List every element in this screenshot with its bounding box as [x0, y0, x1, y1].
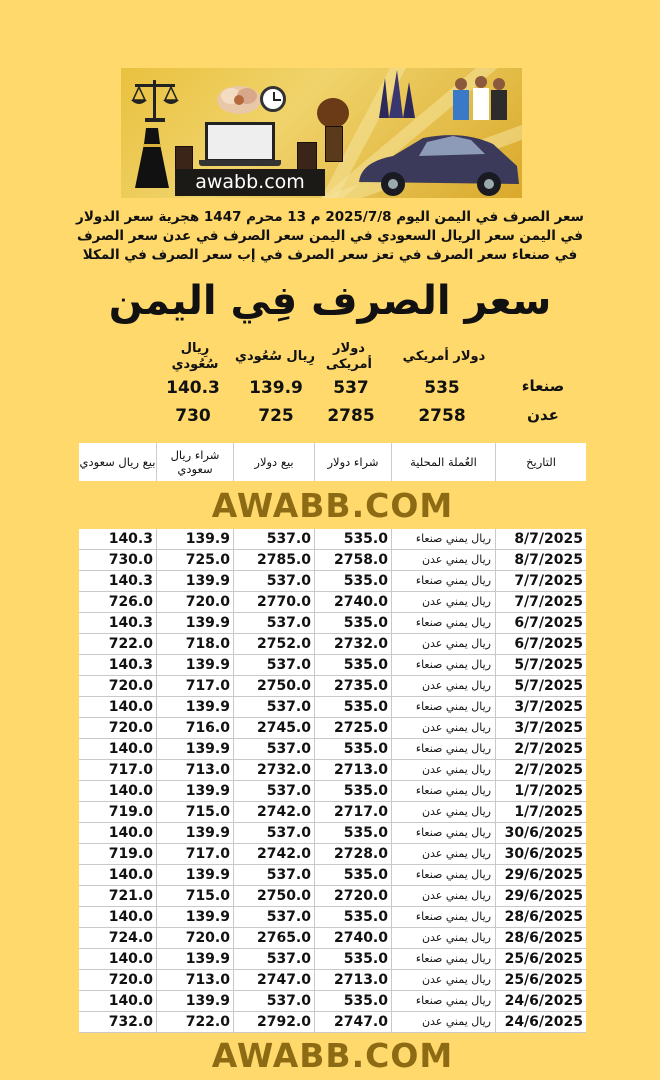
cell-currency: ريال يمني عدن — [392, 760, 496, 780]
cell-sar-sell: 140.0 — [79, 697, 157, 717]
cell-sar-buy: 715.0 — [157, 886, 234, 906]
cell-date: 29/6/2025 — [504, 867, 583, 883]
cell-sar-sell: 724.0 — [79, 928, 157, 948]
cell-usd-buy: 2735.0 — [315, 676, 392, 696]
cell-usd-buy: 535.0 — [315, 613, 392, 633]
cell-sar-sell: 140.3 — [79, 571, 157, 591]
dress-icon — [133, 126, 171, 192]
building-icon — [371, 68, 421, 120]
cell-currency: ريال يمني صنعاء — [392, 865, 496, 885]
cell-date: 8/7/2025 — [514, 531, 583, 547]
column-header-currency: العُملة المحلية — [392, 443, 496, 481]
cell-date: 5/7/2025 — [514, 657, 583, 673]
cell-usd-buy: 535.0 — [315, 571, 392, 591]
cell-usd-sell: 2752.0 — [234, 634, 315, 654]
cell-usd-sell: 537.0 — [234, 949, 315, 969]
table-row — [79, 718, 586, 739]
cell-usd-buy: 535.0 — [315, 697, 392, 717]
cell-date: 6/7/2025 — [514, 615, 583, 631]
cell-date: 29/6/2025 — [504, 888, 583, 904]
cell-usd-buy: 535.0 — [315, 529, 392, 549]
banner-image — [121, 68, 522, 198]
cell-date: 8/7/2025 — [514, 552, 583, 568]
cell-date: 30/6/2025 — [504, 846, 583, 862]
summary-header-sar-sell: رِيال سُعُودي — [171, 341, 219, 372]
cell-sar-buy: 722.0 — [157, 1012, 234, 1032]
cell-usd-sell: 537.0 — [234, 655, 315, 675]
cell-date: 24/6/2025 — [504, 993, 583, 1009]
cell-sar-buy: 717.0 — [157, 844, 234, 864]
table-row — [79, 802, 586, 823]
cell-sar-buy: 717.0 — [157, 676, 234, 696]
cell-date: 2/7/2025 — [514, 762, 583, 778]
cell-usd-buy: 2717.0 — [315, 802, 392, 822]
cell-sar-sell: 140.0 — [79, 739, 157, 759]
summary-value: 139.9 — [249, 378, 303, 398]
cell-usd-sell: 537.0 — [234, 865, 315, 885]
cell-usd-sell: 2742.0 — [234, 844, 315, 864]
cell-sar-sell: 717.0 — [79, 760, 157, 780]
table-row — [79, 739, 586, 760]
cell-sar-sell: 140.0 — [79, 865, 157, 885]
cell-sar-buy: 139.9 — [157, 949, 234, 969]
column-header-sar-sell: بيع ريال سعودي — [79, 443, 157, 481]
cell-sar-buy: 139.9 — [157, 697, 234, 717]
cell-currency: ريال يمني صنعاء — [392, 823, 496, 843]
summary-header-usd-buy: دولار أمريكي — [402, 349, 486, 364]
cell-usd-buy: 535.0 — [315, 823, 392, 843]
table-row — [79, 844, 586, 865]
cell-currency: ريال يمني عدن — [392, 886, 496, 906]
cell-sar-buy: 713.0 — [157, 970, 234, 990]
cell-sar-sell: 140.3 — [79, 613, 157, 633]
cell-currency: ريال يمني صنعاء — [392, 571, 496, 591]
cell-usd-sell: 537.0 — [234, 907, 315, 927]
summary-value: 2758 — [418, 406, 466, 426]
cell-currency: ريال يمني عدن — [392, 718, 496, 738]
cell-sar-sell: 140.3 — [79, 529, 157, 549]
table-row — [79, 886, 586, 907]
cell-date: 6/7/2025 — [514, 636, 583, 652]
cell-sar-buy: 139.9 — [157, 865, 234, 885]
cell-usd-buy: 2720.0 — [315, 886, 392, 906]
table-row — [79, 571, 586, 592]
cell-date: 30/6/2025 — [504, 825, 583, 841]
cell-usd-sell: 537.0 — [234, 571, 315, 591]
cell-currency: ريال يمني عدن — [392, 802, 496, 822]
cell-usd-buy: 2740.0 — [315, 928, 392, 948]
cell-sar-buy: 139.9 — [157, 529, 234, 549]
cell-sar-sell: 140.0 — [79, 781, 157, 801]
car-icon — [353, 126, 521, 198]
cell-sar-sell: 140.3 — [79, 655, 157, 675]
summary-header-sar-buy: رِيال سُعُودي — [235, 349, 315, 364]
speaker-right — [297, 142, 317, 170]
table-row — [79, 760, 586, 781]
table-row — [79, 949, 586, 970]
cell-usd-sell: 2742.0 — [234, 802, 315, 822]
cell-currency: ريال يمني صنعاء — [392, 949, 496, 969]
cell-sar-sell: 722.0 — [79, 634, 157, 654]
cell-sar-buy: 720.0 — [157, 592, 234, 612]
cell-usd-sell: 2732.0 — [234, 760, 315, 780]
cell-usd-buy: 2740.0 — [315, 592, 392, 612]
cell-sar-buy: 713.0 — [157, 760, 234, 780]
watermark-top: AWABB.COM — [211, 486, 454, 525]
cell-usd-sell: 2765.0 — [234, 928, 315, 948]
cell-usd-buy: 535.0 — [315, 949, 392, 969]
table-row — [79, 991, 586, 1012]
table-row — [79, 655, 586, 676]
cell-usd-buy: 2725.0 — [315, 718, 392, 738]
cell-sar-buy: 139.9 — [157, 655, 234, 675]
cell-sar-sell: 720.0 — [79, 676, 157, 696]
cell-currency: ريال يمني صنعاء — [392, 739, 496, 759]
summary-value: 725 — [258, 406, 294, 426]
table-row — [79, 1012, 586, 1033]
cell-date: 2/7/2025 — [514, 741, 583, 757]
cell-usd-sell: 2770.0 — [234, 592, 315, 612]
cell-sar-buy: 715.0 — [157, 802, 234, 822]
laptop-icon — [205, 122, 275, 162]
cell-sar-sell: 730.0 — [79, 550, 157, 570]
table-row — [79, 697, 586, 718]
site-logo: awabb.com — [195, 171, 305, 193]
plant-icon — [317, 98, 349, 128]
cell-usd-buy: 535.0 — [315, 991, 392, 1011]
cell-usd-sell: 2750.0 — [234, 676, 315, 696]
summary-city: عدن — [527, 406, 559, 424]
cell-usd-buy: 535.0 — [315, 739, 392, 759]
summary-value: 535 — [424, 378, 460, 398]
cell-usd-buy: 535.0 — [315, 907, 392, 927]
rates-table — [79, 529, 586, 1033]
scale-icon — [129, 74, 181, 126]
cell-usd-buy: 2758.0 — [315, 550, 392, 570]
cell-sar-buy: 725.0 — [157, 550, 234, 570]
cell-date: 3/7/2025 — [514, 720, 583, 736]
cell-usd-buy: 2728.0 — [315, 844, 392, 864]
cell-currency: ريال يمني عدن — [392, 970, 496, 990]
cell-sar-buy: 720.0 — [157, 928, 234, 948]
table-row — [79, 781, 586, 802]
table-row — [79, 550, 586, 571]
summary-header-usd-sell: دولار أمريكى — [325, 341, 372, 372]
table-row — [79, 634, 586, 655]
cell-date: 1/7/2025 — [514, 804, 583, 820]
cell-sar-buy: 718.0 — [157, 634, 234, 654]
laptop-base — [199, 160, 281, 166]
cell-currency: ريال يمني صنعاء — [392, 781, 496, 801]
cell-currency: ريال يمني صنعاء — [392, 655, 496, 675]
table-row — [79, 928, 586, 949]
cell-sar-buy: 139.9 — [157, 739, 234, 759]
headline-text: سعر الصرف في اليمن اليوم 2025/7/8 م 13 محرم 1447 هجرية سعر الدولار في اليمن سعر الريال السعودي في اليمن سعر الصرف في عدن سعر الصرف في صنعاء سعر الصرف في تعز سعر الصرف في إب سعر الصرف في المكلا — [76, 209, 584, 263]
cell-sar-sell: 732.0 — [79, 1012, 157, 1032]
summary-value: 537 — [333, 378, 369, 398]
cell-sar-buy: 716.0 — [157, 718, 234, 738]
cell-usd-sell: 537.0 — [234, 529, 315, 549]
cell-currency: ريال يمني عدن — [392, 676, 496, 696]
cell-usd-buy: 2713.0 — [315, 760, 392, 780]
cell-usd-sell: 2792.0 — [234, 1012, 315, 1032]
cell-currency: ريال يمني عدن — [392, 844, 496, 864]
table-row — [79, 676, 586, 697]
cell-date: 25/6/2025 — [504, 972, 583, 988]
cell-usd-sell: 537.0 — [234, 991, 315, 1011]
cell-date: 28/6/2025 — [504, 909, 583, 925]
cell-usd-sell: 2747.0 — [234, 970, 315, 990]
table-row — [79, 907, 586, 928]
cell-date: 5/7/2025 — [514, 678, 583, 694]
cell-usd-sell: 537.0 — [234, 613, 315, 633]
cell-sar-buy: 139.9 — [157, 781, 234, 801]
cell-usd-sell: 537.0 — [234, 823, 315, 843]
cell-sar-sell: 140.0 — [79, 991, 157, 1011]
cell-sar-buy: 139.9 — [157, 571, 234, 591]
cell-sar-sell: 720.0 — [79, 718, 157, 738]
cell-currency: ريال يمني عدن — [392, 550, 496, 570]
cell-sar-sell: 719.0 — [79, 802, 157, 822]
cell-date: 24/6/2025 — [504, 1014, 583, 1030]
cell-usd-buy: 535.0 — [315, 655, 392, 675]
column-header-date: التاريخ — [526, 455, 556, 469]
summary-value: 2785 — [327, 406, 375, 426]
cell-usd-sell: 537.0 — [234, 781, 315, 801]
cell-currency: ريال يمني عدن — [392, 634, 496, 654]
cell-currency: ريال يمني صنعاء — [392, 991, 496, 1011]
cell-sar-sell: 140.0 — [79, 949, 157, 969]
cell-sar-sell: 140.0 — [79, 823, 157, 843]
watermark-bottom: AWABB.COM — [211, 1036, 454, 1075]
cell-sar-sell: 726.0 — [79, 592, 157, 612]
cell-date: 28/6/2025 — [504, 930, 583, 946]
cell-currency: ريال يمني عدن — [392, 928, 496, 948]
cell-date: 3/7/2025 — [514, 699, 583, 715]
cell-sar-buy: 139.9 — [157, 823, 234, 843]
cell-usd-sell: 537.0 — [234, 739, 315, 759]
cell-currency: ريال يمني صنعاء — [392, 697, 496, 717]
cell-sar-sell: 719.0 — [79, 844, 157, 864]
cell-usd-buy: 2732.0 — [315, 634, 392, 654]
summary-value: 730 — [175, 406, 211, 426]
cell-date: 25/6/2025 — [504, 951, 583, 967]
column-header-usd-sell: بيع دولار — [234, 443, 315, 481]
cell-date: 7/7/2025 — [514, 594, 583, 610]
cell-currency: ريال يمني عدن — [392, 592, 496, 612]
table-row — [79, 865, 586, 886]
table-header — [79, 443, 586, 481]
cell-usd-buy: 535.0 — [315, 781, 392, 801]
cell-currency: ريال يمني صنعاء — [392, 613, 496, 633]
cell-date: 7/7/2025 — [514, 573, 583, 589]
column-header-usd-buy: شراء دولار — [315, 443, 392, 481]
column-header-sar-buy: شراء ريال سعودي — [157, 443, 234, 481]
cell-date: 1/7/2025 — [514, 783, 583, 799]
cell-sar-buy: 139.9 — [157, 613, 234, 633]
cell-sar-buy: 139.9 — [157, 991, 234, 1011]
clock-icon — [260, 86, 286, 112]
cell-sar-sell: 720.0 — [79, 970, 157, 990]
summary-value: 140.3 — [166, 378, 220, 398]
summary-city: صنعاء — [521, 377, 565, 395]
table-row — [79, 970, 586, 991]
cell-sar-buy: 139.9 — [157, 907, 234, 927]
plant-pot — [325, 126, 343, 162]
cell-sar-sell: 721.0 — [79, 886, 157, 906]
cell-currency: ريال يمني صنعاء — [392, 529, 496, 549]
cell-usd-sell: 2750.0 — [234, 886, 315, 906]
table-row — [79, 529, 586, 550]
cell-usd-sell: 2745.0 — [234, 718, 315, 738]
cell-usd-buy: 2713.0 — [315, 970, 392, 990]
table-row — [79, 613, 586, 634]
cell-currency: ريال يمني صنعاء — [392, 907, 496, 927]
page-title: سعر الصرف فِي اليمن — [108, 278, 552, 324]
cell-sar-sell: 140.0 — [79, 907, 157, 927]
table-row — [79, 823, 586, 844]
cell-usd-buy: 535.0 — [315, 865, 392, 885]
cell-currency: ريال يمني عدن — [392, 1012, 496, 1032]
cell-usd-sell: 2785.0 — [234, 550, 315, 570]
cell-usd-sell: 537.0 — [234, 697, 315, 717]
cell-usd-buy: 2747.0 — [315, 1012, 392, 1032]
table-row — [79, 592, 586, 613]
people-icon — [443, 72, 515, 122]
